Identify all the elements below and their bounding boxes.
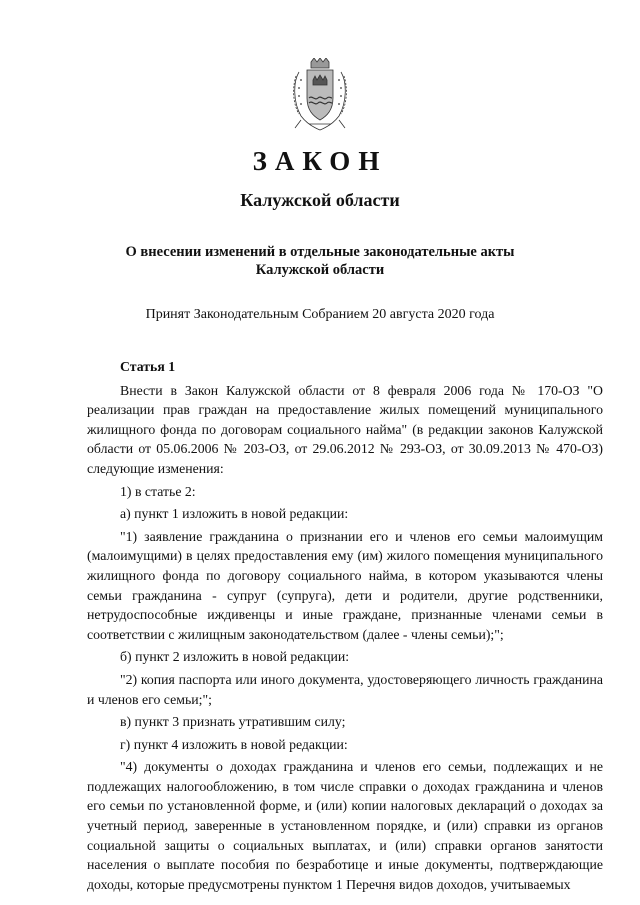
article-paragraph: "1) заявление гражданина о признании его и членов его семьи малоимущим (малоимущими) в целях предоставления ему (им) жилого помещения муниципального жилищного фонда по договору социального найма, в котором указываются члены семьи гражданина - супруг (супруга), дети и родители, другие родственники, нетрудоспособные иждивенцы и иные граждане, признанные членами семьи в соответствии с жилищным законодательством (далее - члены семьи);"; [87,528,603,642]
article-paragraph: г) пункт 4 изложить в новой редакции: [120,736,348,752]
document-subtitle: Калужской области [240,190,400,210]
law-subject [100,243,540,279]
article-paragraph: а) пункт 1 изложить в новой редакции: [120,506,349,522]
article-paragraph: 1) в статье 2: [120,483,196,499]
article-paragraph: б) пункт 2 изложить в новой редакции: [120,649,350,665]
adoption-note: Принят Законодательным Собранием 20 августа 2020 года [145,307,495,322]
article-heading: Статья 1 [120,359,176,374]
article-paragraph: "4) документы о доходах гражданина и членов его семьи, подлежащих и не подлежащих налогообложению, в том числе справки о доходах гражданина и членов его семьи по установленной форме, и (или) копии налоговых деклараций о доходах за учетный период, заверенные в установленном порядке, и (или) справки из органов социальной защиты о социальных выплатах, и (или) справки органов занятости населения о выплате пособия по безработице и иные документы, подтверждающие доходы, которые предусмотрены пунктом 1 Перечня видов доходов, учитываемых [87,759,603,892]
kaluga-coat-of-arms-icon [289,58,351,132]
document-title: ЗАКОН [252,146,388,176]
article-paragraph: Внести в Закон Калужской области от 8 февраля 2006 года № 170-ОЗ "О реализации прав граждан на предоставление жилых помещений муниципального жилищного фонда по договорам социального найма" (в редакции законов Калужской области от 05.06.2006 № 203-ОЗ, от 29.06.2012 № 293-ОЗ, от 30.09.2013 № 470-ОЗ) следующие изменения: [87,382,603,476]
article-body [87,357,603,894]
law-subject-line-1: О внесении изменений в отдельные законодательные акты [125,244,515,260]
law-subject-line-2: Калужской области [255,262,385,278]
article-paragraph: в) пункт 3 признать утратившим силу; [120,714,346,730]
article-paragraph: "2) копия паспорта или иного документа, удостоверяющего личность гражданина и членов его семьи;"; [87,671,603,707]
